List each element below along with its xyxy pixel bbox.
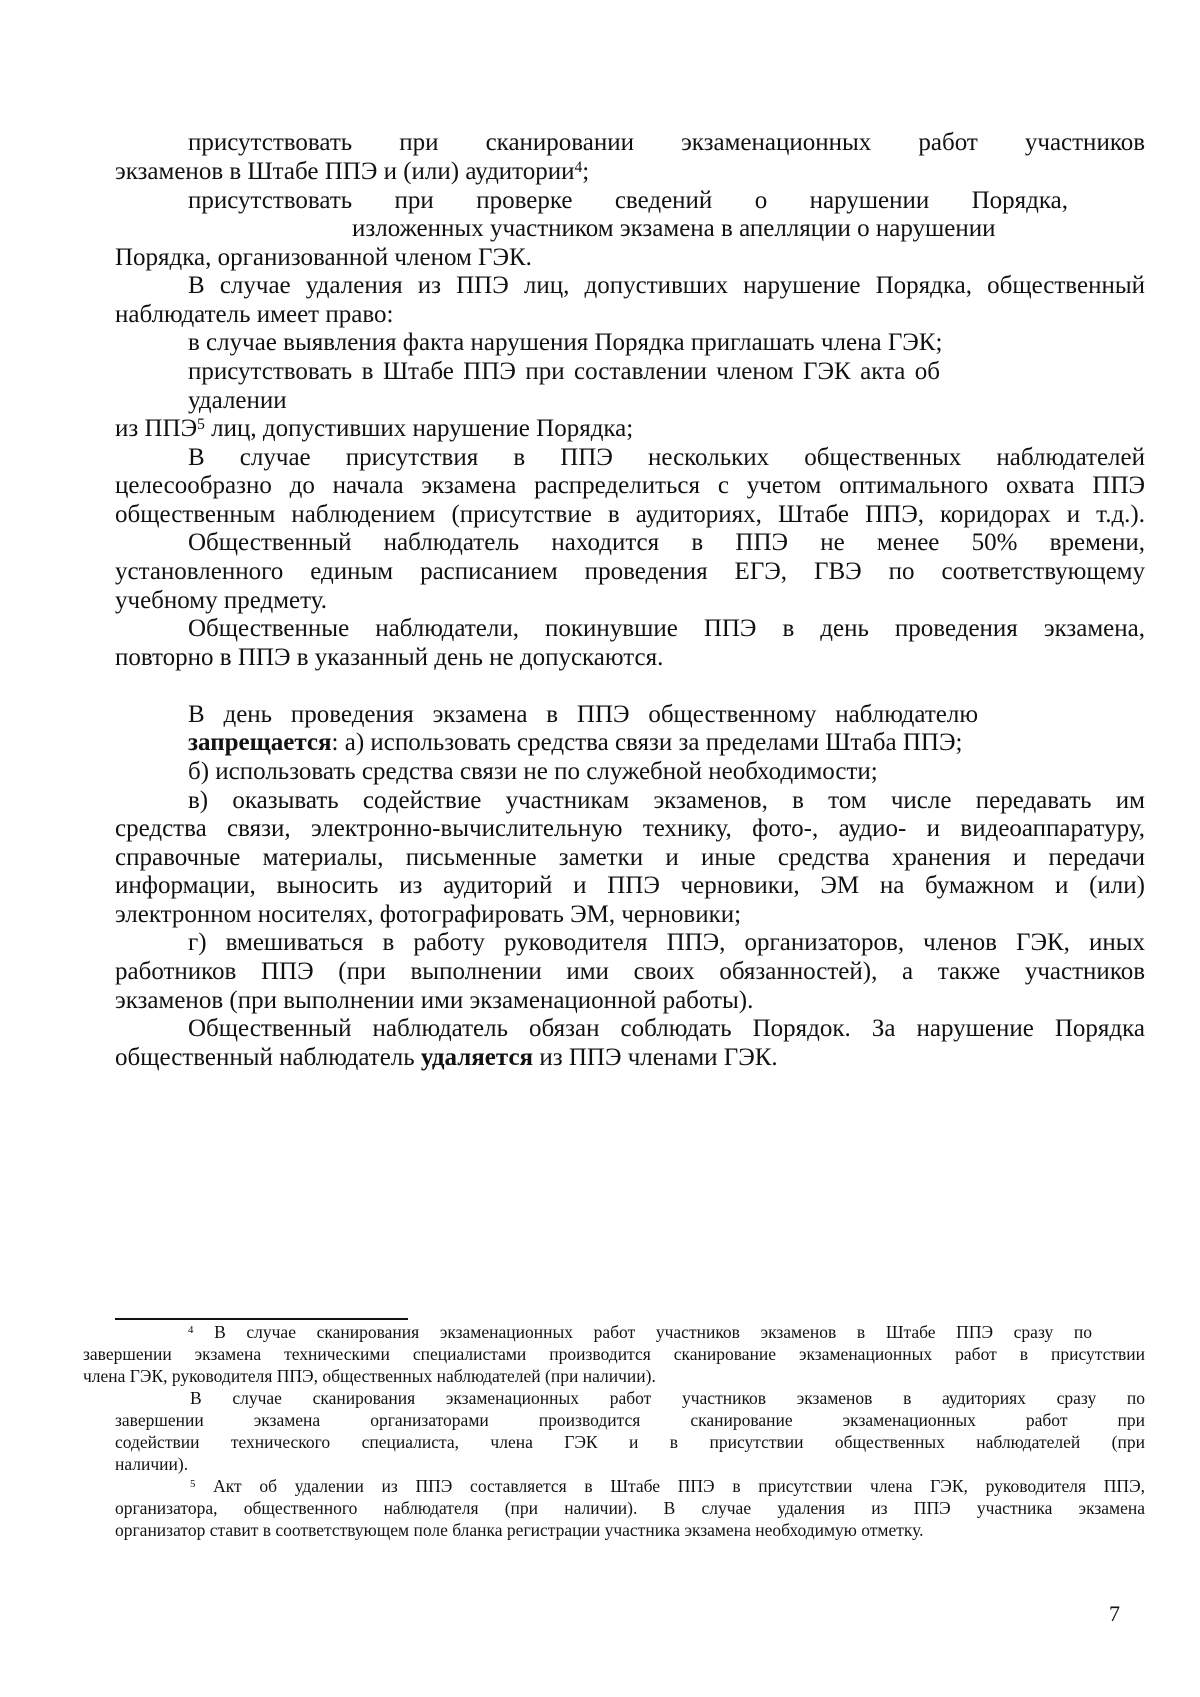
body-line: присутствовать при проверке сведений о нарушении Порядка, bbox=[188, 187, 1068, 214]
body-line: информации, выносить из аудиторий и ППЭ черновики, ЭМ на бумажном и (или) bbox=[115, 872, 1145, 899]
footnote-line: В случае сканирования экзаменационных работ участников экзаменов в аудиториях сразу по bbox=[190, 1388, 1145, 1408]
body-line: учебному предмету. bbox=[115, 587, 327, 614]
body-line: повторно в ППЭ в указанный день не допускаются. bbox=[115, 644, 664, 671]
body-line: экзаменов в Штабе ППЭ и (или) аудитории$^4$; bbox=[115, 158, 590, 185]
footnote-line: содействии технического специалиста, члена ГЭК и в присутствии общественных наблюдателей (при bbox=[115, 1432, 1145, 1452]
page-number: 7 bbox=[1109, 1601, 1120, 1626]
footnote-5: $^5$ Акт об удалении из ППЭ составляется в Штабе ППЭ в присутствии члена ГЭК, руководителя ППЭ, bbox=[190, 1476, 1145, 1496]
body-line: б) использовать средства связи не по служебной необходимости; bbox=[188, 758, 878, 785]
body-line: электронном носителях, фотографировать ЭМ, черновики; bbox=[115, 901, 742, 928]
body-line: В случае удаления из ППЭ лиц, допустивших нарушение Порядка, общественный bbox=[188, 272, 1145, 299]
footnote-line: наличии). bbox=[115, 1454, 189, 1474]
body-line: работников ППЭ (при выполнении ими своих обязанностей), а также участников bbox=[115, 958, 1145, 985]
body-line: общественным наблюдением (присутствие в аудиториях, Штабе ППЭ, коридорах и т.д.). bbox=[115, 501, 1145, 528]
body-line: в) оказывать содействие участникам экзаменов, в том числе передавать им bbox=[188, 787, 1145, 814]
footnote-line: завершении экзамена техническими специалистами производится сканирование экзаменационных работ в присутствии bbox=[83, 1344, 1145, 1364]
body-line: присутствовать в Штабе ППЭ при составлении членом ГЭК акта об bbox=[188, 358, 940, 385]
footnote-line: члена ГЭК, руководителя ППЭ, общественных наблюдателей (при наличии). bbox=[83, 1366, 656, 1386]
body-line: г) вмешиваться в работу руководителя ППЭ, организаторов, членов ГЭК, иных bbox=[188, 929, 1145, 956]
body-line: В день проведения экзамена в ППЭ общественному наблюдателю bbox=[188, 701, 978, 728]
body-line: Порядка, организованной членом ГЭК. bbox=[115, 244, 532, 271]
body-line: Общественный наблюдатель находится в ППЭ не менее 50% времени, bbox=[188, 529, 1145, 556]
body-line: изложенных участником экзамена в апелляции о нарушении bbox=[352, 215, 996, 242]
footnote-ref-5: 5 bbox=[197, 416, 205, 434]
footnote-4: $^4$ В случае сканирования экзаменационных работ участников экзаменов в Штабе ППЭ сразу по bbox=[188, 1322, 1092, 1342]
body-line: экзаменов (при выполнении ими экзаменационной работы). bbox=[115, 987, 754, 1014]
body-line: установленного единым расписанием проведения ЕГЭ, ГВЭ по соответствующему bbox=[115, 558, 1145, 585]
body-line: Общественный наблюдатель обязан соблюдать Порядок. За нарушение Порядка bbox=[188, 1015, 1145, 1042]
body-line: удалении bbox=[188, 387, 287, 414]
body-line: присутствовать при сканировании экзаменационных работ участников bbox=[188, 129, 1145, 156]
body-line: В случае присутствия в ППЭ нескольких общественных наблюдателей bbox=[188, 444, 1145, 471]
footnote-line: завершении экзамена организаторами производится сканирование экзаменационных работ при bbox=[115, 1410, 1145, 1430]
body-line: справочные материалы, письменные заметки и иные средства хранения и передачи bbox=[115, 844, 1145, 871]
body-line: запрещается: а) использовать средства связи за пределами Штаба ППЭ; bbox=[188, 729, 963, 756]
body-line: Общественные наблюдатели, покинувшие ППЭ в день проведения экзамена, bbox=[188, 615, 1145, 642]
body-line: общественный наблюдатель удаляется из ППЭ членами ГЭК. bbox=[115, 1044, 778, 1071]
body-line: средства связи, электронно-вычислительную технику, фото-, аудио- и видеоаппаратуру, bbox=[115, 815, 1145, 842]
footnote-line: организатор ставит в соответствующем поле бланка регистрации участника экзамена необходимую отметку. bbox=[115, 1520, 924, 1540]
body-line: наблюдатель имеет право: bbox=[115, 301, 394, 328]
body-line: из ППЭ$^5$ лиц, допустивших нарушение Порядка; bbox=[115, 415, 634, 442]
footnote-separator bbox=[115, 1318, 408, 1320]
footnote-ref-4: 4 bbox=[574, 159, 583, 177]
body-line: целесообразно до начала экзамена распределиться с учетом оптимального охвата ППЭ bbox=[115, 472, 1145, 499]
footnote-line: организатора, общественного наблюдателя (при наличии). В случае удаления из ППЭ участника экзамена bbox=[115, 1498, 1145, 1518]
body-line: в случае выявления факта нарушения Порядка приглашать члена ГЭК; bbox=[188, 329, 943, 356]
